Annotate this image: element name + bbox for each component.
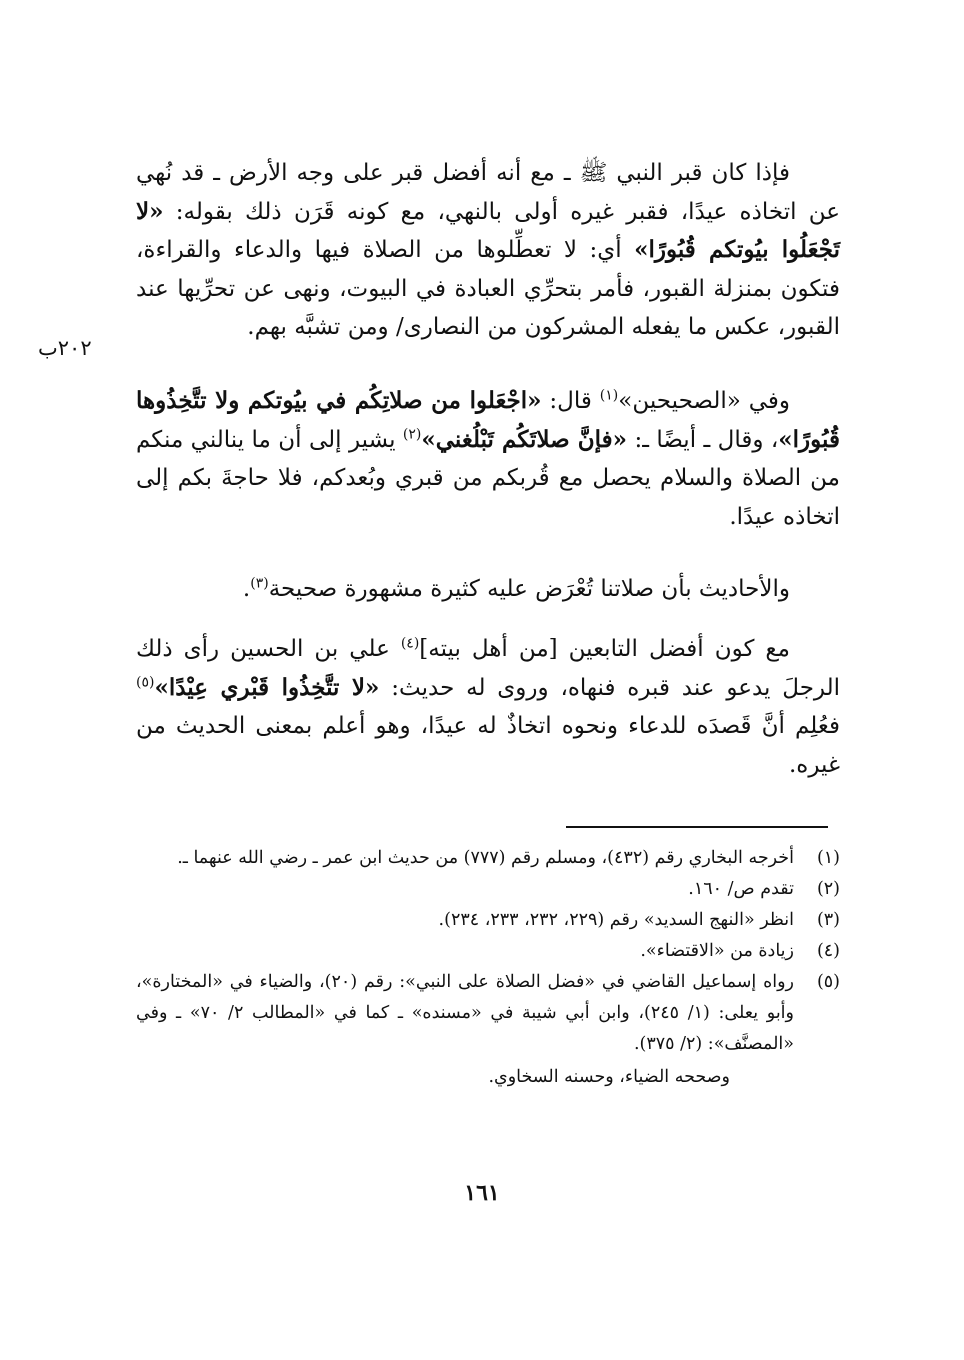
footnote-2 bbox=[136, 874, 840, 905]
footnote-number: (٢) bbox=[816, 879, 840, 899]
footnote-1 bbox=[136, 843, 840, 874]
paragraph-1-text-b: أي: لا تعطِّلوها من الصلاة فيها والدعاء والقراءة، فتكون بمنزلة القبور، فأمر بتحرِّي العبادة في البيوت، ونهى عن تحرِّيها عند القبور، عكس ما يفعله المشركون من النصارى/ ومن تشبَّه بهم. bbox=[136, 237, 840, 341]
footnote-text: رواه إسماعيل القاضي في «فضل الصلاة على النبي»: رقم (٢٠)، والضياء في «المختارة»، وأبو يعلى: (١/ ٢٤٥)، وابن أبي شيبة في «مسنده» ـ كما في «المطالب ٢/ ٧٠» ـ وفي «المصنَّف»: (٢/ ٣٧٥). bbox=[136, 972, 795, 1054]
footnotes bbox=[136, 843, 840, 1093]
footnote-number: (٥) bbox=[816, 972, 840, 992]
footnote-ref-4: (٤) bbox=[400, 635, 420, 652]
paragraph-1-text-a: فإذا كان قبر النبي ﷺ ـ مع أنه أفضل قبر على وجه الأرض ـ قد نُهي عن اتخاذه عيدًا، فقبر غيره أولى بالنهي، مع كونه قَرَن ذلك بقوله: bbox=[136, 160, 840, 225]
footnote-number: (٣) bbox=[816, 910, 840, 930]
hadith-quote: «لا تتَّخِذُوا قَبْري عِيْدًا» bbox=[154, 673, 380, 701]
footnote-ref-2: (٢) bbox=[402, 425, 422, 442]
footnote-ref-1: (١) bbox=[599, 387, 619, 404]
paragraph-3-text-b: . bbox=[242, 576, 251, 602]
paragraph-2-text-b: قال: bbox=[541, 388, 600, 414]
paragraph-3-text-a: والأحاديث بأن صلاتنا تُعْرَض عليه كثيرة مشهورة صحيحة bbox=[268, 576, 790, 602]
paragraph-4-text-b: علي بن الحسين رأى ذلك الرجلَ يدعو عند قبره فنهاه، وروى له حديث: bbox=[136, 636, 840, 701]
footnote-ref-5: (٥) bbox=[136, 673, 155, 690]
footnote-number: (١) bbox=[816, 848, 840, 868]
footnote-number: (٤) bbox=[816, 941, 840, 961]
footnote-5-continuation: وصححه الضياء، وحسنه السخاوي. bbox=[488, 1067, 730, 1087]
paragraph-4-text-a: مع كون أفضل التابعين [من أهل بيته] bbox=[419, 636, 790, 662]
page-number: ١٦١ bbox=[464, 1180, 500, 1206]
paragraph-4 bbox=[136, 630, 840, 784]
paragraph-2-text-d: يشير إلى أن ما ينالني منكم من الصلاة والسلام يحصل مع قُربكم من قبري وبُعدكم، فلا حاجةَ بكم إلى اتخاذه عيدًا. bbox=[136, 426, 840, 530]
hadith-quote: «فإنَّ صلاتَكُم تَبْلُغني» bbox=[421, 425, 628, 453]
footnote-4 bbox=[136, 936, 840, 967]
footnote-text: زيادة من «الاقتضاء». bbox=[640, 941, 794, 961]
paragraph-2-text-a: وفي «الصحيحين» bbox=[618, 388, 791, 414]
paragraph-1 bbox=[136, 154, 840, 347]
hadith-quote: «لا تَجْعَلُوا بيُوتكم قُبُورًا» bbox=[136, 197, 840, 264]
footnote-5 bbox=[136, 967, 840, 1060]
paragraph-2 bbox=[136, 382, 840, 536]
footnote-3 bbox=[136, 905, 840, 936]
footnote-text: انظر «النهج السديد» رقم (٢٢٩، ٢٣٢، ٢٣٣، ٢٣٤). bbox=[438, 910, 794, 930]
footnote-text: تقدم ص/ ١٦٠. bbox=[688, 879, 794, 899]
hadith-quote: «اجْعَلوا من صلاتِكُم في بيُوتكم ولا تتَّخِذُوها قُبُورًا» bbox=[136, 387, 840, 453]
paragraph-2-text-c: ، وقال ـ أيضًا ـ: bbox=[627, 426, 779, 453]
manuscript-folio-note: ٢٠٢ب bbox=[38, 336, 92, 360]
footnote-ref-3: (٣) bbox=[250, 575, 269, 592]
paragraph-4-text-c: فعُلِم أنَّ قَصدَه للدعاء ونحوه اتخاذٌ له عيدًا، وهو أعلم بمعنى الحديث من غيره. bbox=[136, 713, 840, 778]
footnote-text: أخرجه البخاري رقم (٤٣٢)، ومسلم رقم (٧٧٧) من حديث ابن عمر ـ رضي الله عنهما ـ. bbox=[177, 848, 794, 868]
paragraph-3 bbox=[136, 570, 840, 609]
footnote-divider bbox=[566, 826, 828, 828]
